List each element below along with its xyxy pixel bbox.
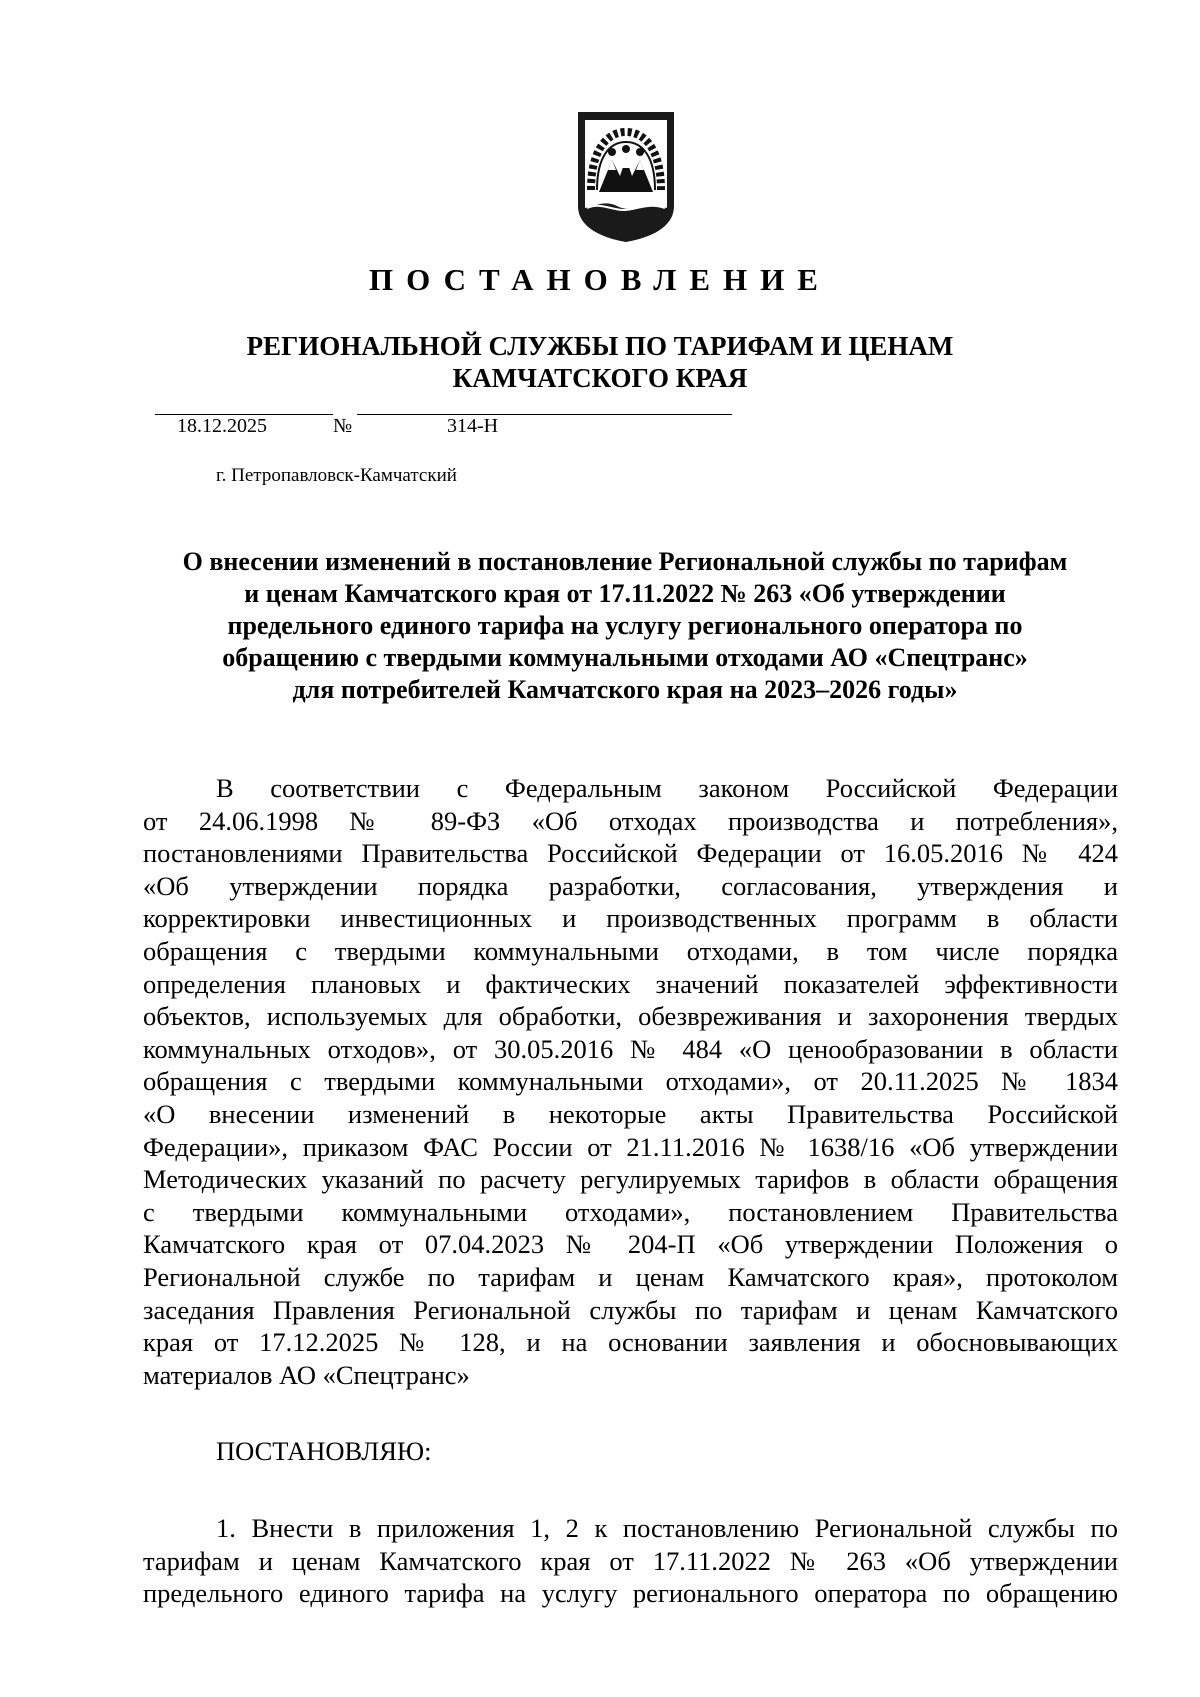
decree-word: ПОСТАНОВЛЯЮ: (216, 1436, 432, 1466)
preamble-line: «Об утверждении порядка разработки, согласования, утверждения и (143, 870, 1118, 901)
preamble-line: объектов, используемых для обработки, обезвреживания и захоронения твердых (143, 1001, 1118, 1032)
preamble-line: с твердыми коммунальными отходами», постановлением Правительства (143, 1196, 1118, 1227)
preamble-paragraph (143, 772, 1118, 1391)
document-subject (130, 546, 1120, 706)
preamble-line: заседания Правления Региональной службы по тарифам и ценам Камчатского (143, 1294, 1118, 1325)
issuer-line: КАМЧАТСКОГО КРАЯ (452, 363, 748, 393)
gap-underline (303, 414, 333, 415)
preamble-line: Камчатского края от 07.04.2023 № 204-П «Об утверждении Положения о (143, 1229, 1118, 1260)
preamble-line: Федерации», приказом ФАС России от 21.11.2016 № 1638/16 «Об утверждении (143, 1131, 1118, 1162)
item-line: тарифам и ценам Камчатского края от 17.11.2022 № 263 «Об утверждении (143, 1545, 1118, 1576)
preamble-line: Методических указаний по расчету регулируемых тарифов в области обращения (143, 1164, 1118, 1195)
number-underline (357, 414, 732, 415)
preamble-line: определения плановых и фактических значений показателей эффективности (143, 968, 1118, 999)
item-line: 1. Внести в приложения 1, 2 к постановлению Региональной службы по (216, 1513, 1118, 1543)
issuer-line: РЕГИОНАЛЬНОЙ СЛУЖБЫ ПО ТАРИФАМ И ЦЕНАМ (246, 331, 954, 361)
preamble-line: от 24.06.1998 № 89-ФЗ «Об отходах производства и потребления», (143, 805, 1118, 836)
issue-place: г. Петропавловск-Камчатский (216, 465, 457, 486)
preamble-line: постановлениями Правительства Российской Федерации от 16.05.2016 № 424 (143, 838, 1118, 869)
preamble-line: В соответствии с Федеральным законом Российской Федерации (216, 773, 1118, 803)
issuer-heading (200, 330, 1000, 394)
preamble-line: Региональной службе по тарифам и ценам Камчатского края», протоколом (143, 1261, 1118, 1292)
document-number: 314-Н (447, 415, 499, 437)
preamble-line: обращения с твердыми коммунальными отходами», от 20.11.2025 № 1834 (143, 1066, 1118, 1097)
preamble-line: корректировки инвестиционных и производственных программ в области (143, 903, 1118, 934)
preamble-line: «О внесении изменений в некоторые акты Правительства Российской (143, 1098, 1118, 1129)
number-sign: № (333, 415, 353, 437)
preamble-line: обращения с твердыми коммунальными отходами, в том числе порядка (143, 935, 1118, 966)
preamble-line: материалов АО «Спецтранс» (143, 1359, 470, 1390)
item-line: предельного единого тарифа на услугу регионального оператора по обращению (143, 1578, 1118, 1609)
preamble-line: края от 17.12.2025 № 128, и на основании заявления и обосновывающих (143, 1327, 1118, 1358)
subject-line: О внесении изменений в постановление Региональной службы по тарифам (182, 547, 1068, 576)
subject-line: обращению с твердыми коммунальными отходами АО «Спецтранс» (222, 643, 1028, 672)
document-type-heading: ПОСТАНОВЛЕНИЕ (369, 262, 831, 297)
decree-item-1 (143, 1512, 1118, 1610)
document-date: 18.12.2025 (177, 415, 267, 437)
subject-line: и ценам Камчатского края от 17.11.2022 № 263 «Об утверждении (244, 579, 1006, 608)
preamble-line: коммунальных отходов», от 30.05.2016 № 484 «О ценообразовании в области (143, 1033, 1118, 1064)
subject-line: предельного единого тарифа на услугу регионального оператора по (227, 611, 1023, 640)
subject-line: для потребителей Камчатского края на 2023–2026 годы» (292, 675, 958, 704)
kamchatka-coat-of-arms-icon (577, 110, 675, 243)
